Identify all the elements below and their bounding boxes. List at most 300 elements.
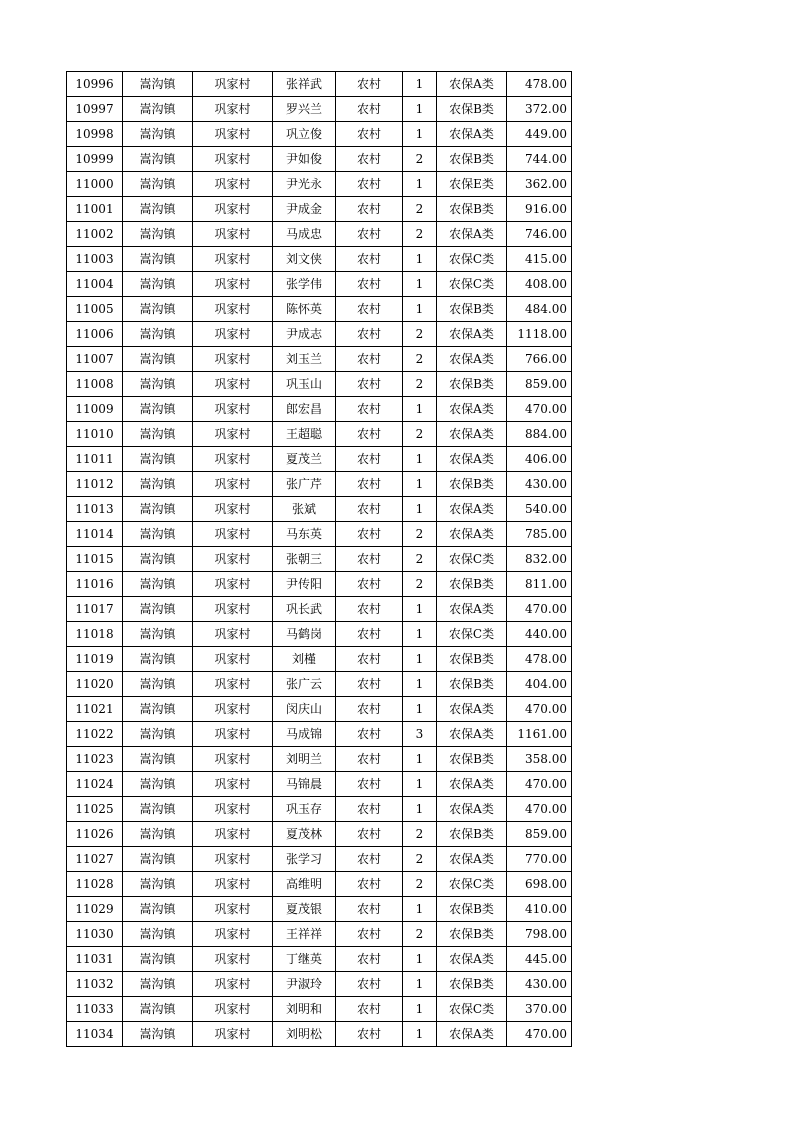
household-type-cell: 农村 bbox=[336, 647, 403, 672]
person-count-cell: 1 bbox=[403, 497, 437, 522]
name-cell: 尹光永 bbox=[273, 172, 336, 197]
record-id-cell: 11030 bbox=[67, 922, 123, 947]
record-id-cell: 11025 bbox=[67, 797, 123, 822]
table-row bbox=[67, 272, 572, 297]
village-cell: 巩家村 bbox=[193, 772, 273, 797]
table-row bbox=[67, 722, 572, 747]
name-cell: 刘玉兰 bbox=[273, 347, 336, 372]
town-cell: 嵩沟镇 bbox=[123, 747, 193, 772]
household-type-cell: 农村 bbox=[336, 322, 403, 347]
record-id-cell: 11021 bbox=[67, 697, 123, 722]
person-count-cell: 2 bbox=[403, 147, 437, 172]
household-type-cell: 农村 bbox=[336, 572, 403, 597]
insurance-category-cell: 农保B类 bbox=[437, 822, 507, 847]
insurance-category-cell: 农保A类 bbox=[437, 222, 507, 247]
household-type-cell: 农村 bbox=[336, 497, 403, 522]
town-cell: 嵩沟镇 bbox=[123, 422, 193, 447]
household-type-cell: 农村 bbox=[336, 747, 403, 772]
person-count-cell: 2 bbox=[403, 197, 437, 222]
amount-cell: 406.00 bbox=[507, 447, 572, 472]
amount-cell: 478.00 bbox=[507, 72, 572, 97]
village-cell: 巩家村 bbox=[193, 272, 273, 297]
household-type-cell: 农村 bbox=[336, 397, 403, 422]
record-id-cell: 10996 bbox=[67, 72, 123, 97]
record-id-cell: 11000 bbox=[67, 172, 123, 197]
record-id-cell: 11014 bbox=[67, 522, 123, 547]
record-id-cell: 11024 bbox=[67, 772, 123, 797]
person-count-cell: 2 bbox=[403, 322, 437, 347]
household-type-cell: 农村 bbox=[336, 997, 403, 1022]
household-type-cell: 农村 bbox=[336, 72, 403, 97]
person-count-cell: 1 bbox=[403, 972, 437, 997]
insurance-category-cell: 农保C类 bbox=[437, 272, 507, 297]
table-row bbox=[67, 572, 572, 597]
town-cell: 嵩沟镇 bbox=[123, 897, 193, 922]
name-cell: 张广云 bbox=[273, 672, 336, 697]
person-count-cell: 1 bbox=[403, 447, 437, 472]
person-count-cell: 2 bbox=[403, 347, 437, 372]
amount-cell: 372.00 bbox=[507, 97, 572, 122]
records-table bbox=[66, 71, 572, 1047]
insurance-category-cell: 农保B类 bbox=[437, 97, 507, 122]
village-cell: 巩家村 bbox=[193, 547, 273, 572]
household-type-cell: 农村 bbox=[336, 347, 403, 372]
town-cell: 嵩沟镇 bbox=[123, 597, 193, 622]
village-cell: 巩家村 bbox=[193, 647, 273, 672]
household-type-cell: 农村 bbox=[336, 522, 403, 547]
household-type-cell: 农村 bbox=[336, 872, 403, 897]
record-id-cell: 11006 bbox=[67, 322, 123, 347]
table-row bbox=[67, 147, 572, 172]
household-type-cell: 农村 bbox=[336, 272, 403, 297]
amount-cell: 470.00 bbox=[507, 397, 572, 422]
town-cell: 嵩沟镇 bbox=[123, 922, 193, 947]
record-id-cell: 11016 bbox=[67, 572, 123, 597]
insurance-category-cell: 农保C类 bbox=[437, 872, 507, 897]
name-cell: 尹传阳 bbox=[273, 572, 336, 597]
record-id-cell: 11009 bbox=[67, 397, 123, 422]
name-cell: 马东英 bbox=[273, 522, 336, 547]
town-cell: 嵩沟镇 bbox=[123, 972, 193, 997]
name-cell: 闵庆山 bbox=[273, 697, 336, 722]
name-cell: 刘明兰 bbox=[273, 747, 336, 772]
village-cell: 巩家村 bbox=[193, 322, 273, 347]
household-type-cell: 农村 bbox=[336, 147, 403, 172]
village-cell: 巩家村 bbox=[193, 672, 273, 697]
name-cell: 张广芹 bbox=[273, 472, 336, 497]
name-cell: 张祥武 bbox=[273, 72, 336, 97]
amount-cell: 540.00 bbox=[507, 497, 572, 522]
village-cell: 巩家村 bbox=[193, 347, 273, 372]
table-row bbox=[67, 597, 572, 622]
name-cell: 尹成志 bbox=[273, 322, 336, 347]
village-cell: 巩家村 bbox=[193, 247, 273, 272]
amount-cell: 859.00 bbox=[507, 822, 572, 847]
insurance-category-cell: 农保A类 bbox=[437, 1022, 507, 1047]
amount-cell: 404.00 bbox=[507, 672, 572, 697]
table-row bbox=[67, 297, 572, 322]
town-cell: 嵩沟镇 bbox=[123, 347, 193, 372]
person-count-cell: 2 bbox=[403, 422, 437, 447]
name-cell: 丁继英 bbox=[273, 947, 336, 972]
village-cell: 巩家村 bbox=[193, 372, 273, 397]
town-cell: 嵩沟镇 bbox=[123, 172, 193, 197]
amount-cell: 415.00 bbox=[507, 247, 572, 272]
insurance-category-cell: 农保B类 bbox=[437, 972, 507, 997]
table-row bbox=[67, 897, 572, 922]
insurance-category-cell: 农保B类 bbox=[437, 922, 507, 947]
table-row bbox=[67, 997, 572, 1022]
table-row bbox=[67, 372, 572, 397]
person-count-cell: 1 bbox=[403, 1022, 437, 1047]
person-count-cell: 2 bbox=[403, 847, 437, 872]
amount-cell: 445.00 bbox=[507, 947, 572, 972]
household-type-cell: 农村 bbox=[336, 772, 403, 797]
household-type-cell: 农村 bbox=[336, 822, 403, 847]
insurance-category-cell: 农保C类 bbox=[437, 247, 507, 272]
record-id-cell: 11019 bbox=[67, 647, 123, 672]
person-count-cell: 1 bbox=[403, 797, 437, 822]
village-cell: 巩家村 bbox=[193, 422, 273, 447]
record-id-cell: 11010 bbox=[67, 422, 123, 447]
amount-cell: 470.00 bbox=[507, 597, 572, 622]
village-cell: 巩家村 bbox=[193, 972, 273, 997]
table-row bbox=[67, 697, 572, 722]
town-cell: 嵩沟镇 bbox=[123, 797, 193, 822]
record-id-cell: 11007 bbox=[67, 347, 123, 372]
village-cell: 巩家村 bbox=[193, 472, 273, 497]
name-cell: 罗兴兰 bbox=[273, 97, 336, 122]
household-type-cell: 农村 bbox=[336, 197, 403, 222]
record-id-cell: 10997 bbox=[67, 97, 123, 122]
village-cell: 巩家村 bbox=[193, 622, 273, 647]
record-id-cell: 11032 bbox=[67, 972, 123, 997]
name-cell: 夏茂林 bbox=[273, 822, 336, 847]
table-row bbox=[67, 922, 572, 947]
name-cell: 尹淑玲 bbox=[273, 972, 336, 997]
amount-cell: 358.00 bbox=[507, 747, 572, 772]
town-cell: 嵩沟镇 bbox=[123, 647, 193, 672]
household-type-cell: 农村 bbox=[336, 122, 403, 147]
records-sheet bbox=[66, 71, 572, 1047]
household-type-cell: 农村 bbox=[336, 547, 403, 572]
household-type-cell: 农村 bbox=[336, 672, 403, 697]
name-cell: 尹成金 bbox=[273, 197, 336, 222]
person-count-cell: 1 bbox=[403, 747, 437, 772]
person-count-cell: 1 bbox=[403, 997, 437, 1022]
table-row bbox=[67, 397, 572, 422]
town-cell: 嵩沟镇 bbox=[123, 247, 193, 272]
household-type-cell: 农村 bbox=[336, 622, 403, 647]
record-id-cell: 11011 bbox=[67, 447, 123, 472]
amount-cell: 408.00 bbox=[507, 272, 572, 297]
household-type-cell: 农村 bbox=[336, 947, 403, 972]
amount-cell: 410.00 bbox=[507, 897, 572, 922]
table-row bbox=[67, 447, 572, 472]
name-cell: 刘文侠 bbox=[273, 247, 336, 272]
name-cell: 张朝三 bbox=[273, 547, 336, 572]
town-cell: 嵩沟镇 bbox=[123, 397, 193, 422]
amount-cell: 1161.00 bbox=[507, 722, 572, 747]
table-row bbox=[67, 622, 572, 647]
town-cell: 嵩沟镇 bbox=[123, 847, 193, 872]
town-cell: 嵩沟镇 bbox=[123, 447, 193, 472]
insurance-category-cell: 农保A类 bbox=[437, 697, 507, 722]
person-count-cell: 1 bbox=[403, 647, 437, 672]
village-cell: 巩家村 bbox=[193, 922, 273, 947]
insurance-category-cell: 农保A类 bbox=[437, 397, 507, 422]
insurance-category-cell: 农保C类 bbox=[437, 997, 507, 1022]
household-type-cell: 农村 bbox=[336, 722, 403, 747]
name-cell: 王超聪 bbox=[273, 422, 336, 447]
village-cell: 巩家村 bbox=[193, 72, 273, 97]
person-count-cell: 1 bbox=[403, 472, 437, 497]
village-cell: 巩家村 bbox=[193, 447, 273, 472]
town-cell: 嵩沟镇 bbox=[123, 122, 193, 147]
village-cell: 巩家村 bbox=[193, 572, 273, 597]
name-cell: 巩玉存 bbox=[273, 797, 336, 822]
table-row bbox=[67, 947, 572, 972]
insurance-category-cell: 农保B类 bbox=[437, 672, 507, 697]
insurance-category-cell: 农保A类 bbox=[437, 847, 507, 872]
town-cell: 嵩沟镇 bbox=[123, 697, 193, 722]
town-cell: 嵩沟镇 bbox=[123, 147, 193, 172]
person-count-cell: 1 bbox=[403, 122, 437, 147]
insurance-category-cell: 农保E类 bbox=[437, 172, 507, 197]
village-cell: 巩家村 bbox=[193, 297, 273, 322]
record-id-cell: 11027 bbox=[67, 847, 123, 872]
record-id-cell: 11026 bbox=[67, 822, 123, 847]
person-count-cell: 1 bbox=[403, 897, 437, 922]
insurance-category-cell: 农保C类 bbox=[437, 547, 507, 572]
person-count-cell: 2 bbox=[403, 922, 437, 947]
amount-cell: 449.00 bbox=[507, 122, 572, 147]
amount-cell: 766.00 bbox=[507, 347, 572, 372]
village-cell: 巩家村 bbox=[193, 897, 273, 922]
table-row bbox=[67, 1022, 572, 1047]
town-cell: 嵩沟镇 bbox=[123, 622, 193, 647]
record-id-cell: 11028 bbox=[67, 872, 123, 897]
household-type-cell: 农村 bbox=[336, 422, 403, 447]
name-cell: 夏茂兰 bbox=[273, 447, 336, 472]
village-cell: 巩家村 bbox=[193, 222, 273, 247]
insurance-category-cell: 农保B类 bbox=[437, 897, 507, 922]
name-cell: 高维明 bbox=[273, 872, 336, 897]
amount-cell: 916.00 bbox=[507, 197, 572, 222]
insurance-category-cell: 农保B类 bbox=[437, 747, 507, 772]
insurance-category-cell: 农保B类 bbox=[437, 197, 507, 222]
village-cell: 巩家村 bbox=[193, 872, 273, 897]
insurance-category-cell: 农保A类 bbox=[437, 347, 507, 372]
village-cell: 巩家村 bbox=[193, 1022, 273, 1047]
amount-cell: 785.00 bbox=[507, 522, 572, 547]
town-cell: 嵩沟镇 bbox=[123, 472, 193, 497]
village-cell: 巩家村 bbox=[193, 597, 273, 622]
town-cell: 嵩沟镇 bbox=[123, 497, 193, 522]
insurance-category-cell: 农保A类 bbox=[437, 947, 507, 972]
name-cell: 刘槿 bbox=[273, 647, 336, 672]
table-row bbox=[67, 122, 572, 147]
amount-cell: 470.00 bbox=[507, 772, 572, 797]
name-cell: 刘明和 bbox=[273, 997, 336, 1022]
insurance-category-cell: 农保B类 bbox=[437, 472, 507, 497]
person-count-cell: 2 bbox=[403, 872, 437, 897]
record-id-cell: 11003 bbox=[67, 247, 123, 272]
insurance-category-cell: 农保A类 bbox=[437, 72, 507, 97]
amount-cell: 811.00 bbox=[507, 572, 572, 597]
amount-cell: 859.00 bbox=[507, 372, 572, 397]
name-cell: 马鹤岗 bbox=[273, 622, 336, 647]
person-count-cell: 1 bbox=[403, 772, 437, 797]
table-row bbox=[67, 472, 572, 497]
amount-cell: 484.00 bbox=[507, 297, 572, 322]
person-count-cell: 1 bbox=[403, 597, 437, 622]
table-row bbox=[67, 522, 572, 547]
amount-cell: 430.00 bbox=[507, 472, 572, 497]
table-row bbox=[67, 347, 572, 372]
person-count-cell: 1 bbox=[403, 172, 437, 197]
town-cell: 嵩沟镇 bbox=[123, 872, 193, 897]
household-type-cell: 农村 bbox=[336, 372, 403, 397]
insurance-category-cell: 农保A类 bbox=[437, 497, 507, 522]
town-cell: 嵩沟镇 bbox=[123, 672, 193, 697]
amount-cell: 884.00 bbox=[507, 422, 572, 447]
insurance-category-cell: 农保A类 bbox=[437, 522, 507, 547]
amount-cell: 1118.00 bbox=[507, 322, 572, 347]
amount-cell: 698.00 bbox=[507, 872, 572, 897]
table-row bbox=[67, 197, 572, 222]
amount-cell: 746.00 bbox=[507, 222, 572, 247]
village-cell: 巩家村 bbox=[193, 172, 273, 197]
table-row bbox=[67, 247, 572, 272]
table-row bbox=[67, 222, 572, 247]
insurance-category-cell: 农保B类 bbox=[437, 647, 507, 672]
person-count-cell: 2 bbox=[403, 822, 437, 847]
insurance-category-cell: 农保A类 bbox=[437, 322, 507, 347]
name-cell: 王祥祥 bbox=[273, 922, 336, 947]
insurance-category-cell: 农保A类 bbox=[437, 122, 507, 147]
person-count-cell: 3 bbox=[403, 722, 437, 747]
amount-cell: 798.00 bbox=[507, 922, 572, 947]
table-row bbox=[67, 972, 572, 997]
record-id-cell: 11013 bbox=[67, 497, 123, 522]
name-cell: 刘明松 bbox=[273, 1022, 336, 1047]
village-cell: 巩家村 bbox=[193, 947, 273, 972]
amount-cell: 744.00 bbox=[507, 147, 572, 172]
person-count-cell: 2 bbox=[403, 222, 437, 247]
insurance-category-cell: 农保B类 bbox=[437, 572, 507, 597]
amount-cell: 470.00 bbox=[507, 1022, 572, 1047]
record-id-cell: 11015 bbox=[67, 547, 123, 572]
insurance-category-cell: 农保B类 bbox=[437, 372, 507, 397]
household-type-cell: 农村 bbox=[336, 697, 403, 722]
table-row bbox=[67, 822, 572, 847]
table-row bbox=[67, 847, 572, 872]
table-row bbox=[67, 497, 572, 522]
table-row bbox=[67, 97, 572, 122]
table-row bbox=[67, 322, 572, 347]
village-cell: 巩家村 bbox=[193, 122, 273, 147]
person-count-cell: 2 bbox=[403, 572, 437, 597]
household-type-cell: 农村 bbox=[336, 1022, 403, 1047]
town-cell: 嵩沟镇 bbox=[123, 822, 193, 847]
record-id-cell: 11018 bbox=[67, 622, 123, 647]
village-cell: 巩家村 bbox=[193, 497, 273, 522]
record-id-cell: 11020 bbox=[67, 672, 123, 697]
village-cell: 巩家村 bbox=[193, 822, 273, 847]
household-type-cell: 农村 bbox=[336, 172, 403, 197]
amount-cell: 832.00 bbox=[507, 547, 572, 572]
household-type-cell: 农村 bbox=[336, 897, 403, 922]
name-cell: 张学习 bbox=[273, 847, 336, 872]
town-cell: 嵩沟镇 bbox=[123, 222, 193, 247]
household-type-cell: 农村 bbox=[336, 447, 403, 472]
name-cell: 郎宏昌 bbox=[273, 397, 336, 422]
village-cell: 巩家村 bbox=[193, 97, 273, 122]
town-cell: 嵩沟镇 bbox=[123, 372, 193, 397]
table-row bbox=[67, 647, 572, 672]
person-count-cell: 1 bbox=[403, 947, 437, 972]
household-type-cell: 农村 bbox=[336, 472, 403, 497]
town-cell: 嵩沟镇 bbox=[123, 547, 193, 572]
amount-cell: 370.00 bbox=[507, 997, 572, 1022]
insurance-category-cell: 农保A类 bbox=[437, 797, 507, 822]
record-id-cell: 11033 bbox=[67, 997, 123, 1022]
insurance-category-cell: 农保C类 bbox=[437, 622, 507, 647]
village-cell: 巩家村 bbox=[193, 147, 273, 172]
person-count-cell: 1 bbox=[403, 697, 437, 722]
person-count-cell: 2 bbox=[403, 522, 437, 547]
name-cell: 巩玉山 bbox=[273, 372, 336, 397]
insurance-category-cell: 农保A类 bbox=[437, 772, 507, 797]
record-id-cell: 11031 bbox=[67, 947, 123, 972]
household-type-cell: 农村 bbox=[336, 297, 403, 322]
person-count-cell: 2 bbox=[403, 372, 437, 397]
name-cell: 马成忠 bbox=[273, 222, 336, 247]
town-cell: 嵩沟镇 bbox=[123, 297, 193, 322]
person-count-cell: 1 bbox=[403, 622, 437, 647]
insurance-category-cell: 农保A类 bbox=[437, 422, 507, 447]
town-cell: 嵩沟镇 bbox=[123, 97, 193, 122]
record-id-cell: 11017 bbox=[67, 597, 123, 622]
town-cell: 嵩沟镇 bbox=[123, 522, 193, 547]
household-type-cell: 农村 bbox=[336, 922, 403, 947]
town-cell: 嵩沟镇 bbox=[123, 1022, 193, 1047]
person-count-cell: 2 bbox=[403, 547, 437, 572]
name-cell: 张学伟 bbox=[273, 272, 336, 297]
record-id-cell: 11022 bbox=[67, 722, 123, 747]
record-id-cell: 11001 bbox=[67, 197, 123, 222]
name-cell: 巩立俊 bbox=[273, 122, 336, 147]
household-type-cell: 农村 bbox=[336, 972, 403, 997]
household-type-cell: 农村 bbox=[336, 797, 403, 822]
amount-cell: 470.00 bbox=[507, 797, 572, 822]
household-type-cell: 农村 bbox=[336, 222, 403, 247]
village-cell: 巩家村 bbox=[193, 522, 273, 547]
household-type-cell: 农村 bbox=[336, 847, 403, 872]
insurance-category-cell: 农保A类 bbox=[437, 597, 507, 622]
amount-cell: 430.00 bbox=[507, 972, 572, 997]
town-cell: 嵩沟镇 bbox=[123, 997, 193, 1022]
name-cell: 尹如俊 bbox=[273, 147, 336, 172]
insurance-category-cell: 农保B类 bbox=[437, 147, 507, 172]
town-cell: 嵩沟镇 bbox=[123, 322, 193, 347]
village-cell: 巩家村 bbox=[193, 847, 273, 872]
record-id-cell: 11023 bbox=[67, 747, 123, 772]
record-id-cell: 11034 bbox=[67, 1022, 123, 1047]
record-id-cell: 10999 bbox=[67, 147, 123, 172]
person-count-cell: 1 bbox=[403, 97, 437, 122]
